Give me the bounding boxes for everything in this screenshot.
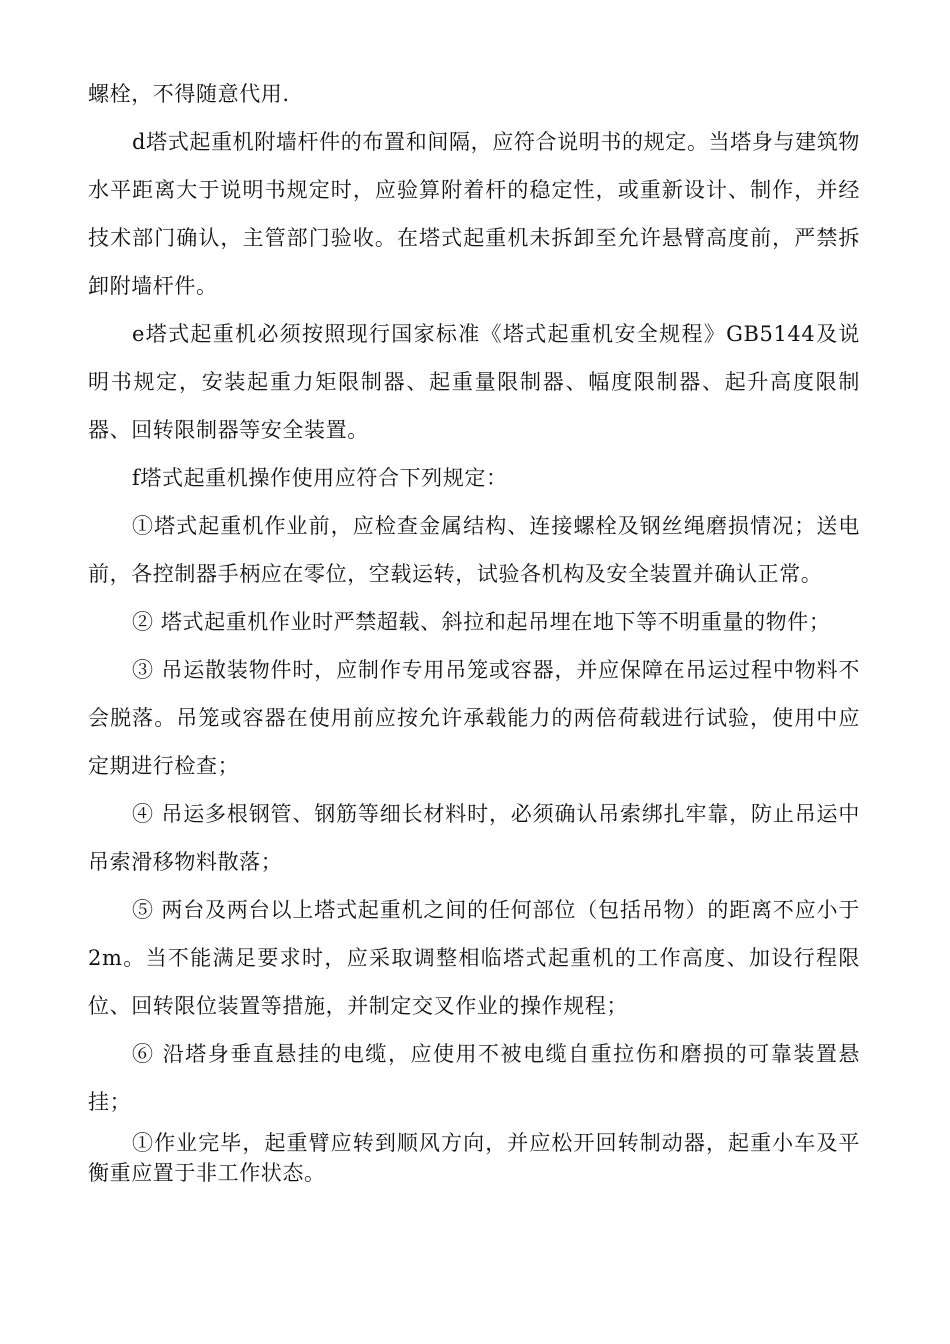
list-item-2: ② 塔式起重机作业时严禁超载、斜拉和起吊埋在地下等不明重量的物件； (132, 610, 831, 634)
paragraph-d-wall-ties: d塔式起重机附墙杆件的布置和间隔，应符合说明书的规定。当塔身与建筑物水平距离大于说明书规定时，应验算附着杆的稳定性，或重新设计、制作，并经技术部门确认，主管部门验收。在塔式起重机未拆卸至允许悬臂高度前，严禁拆卸附墙杆件。 (88, 130, 860, 298)
list-item-1: ①塔式起重机作业前，应检查金属结构、连接螺栓及钢丝绳磨损情况；送电前，各控制器手柄应在零位，空载运转，试验各机构及安全装置并确认正常。 (88, 514, 860, 586)
list-item-3: ③ 吊运散装物件时，应制作专用吊笼或容器，并应保障在吊运过程中物料不会脱落。吊笼或容器在使用前应按允许承载能力的两倍荷载进行试验，使用中应定期进行检查； (88, 658, 860, 778)
paragraph-e-safety-devices: e塔式起重机必须按照现行国家标准《塔式起重机安全规程》GB5144及说明书规定，安装起重力矩限制器、起重量限制器、幅度限制器、起升高度限制器、回转限制器等安全装置。 (88, 322, 860, 442)
list-item-7: ①作业完毕，起重臂应转到顺风方向，并应松开回转制动器，起重小车及平衡重应置于非工作状态。 (88, 1131, 860, 1185)
list-item-4: ④ 吊运多根钢管、钢筋等细长材料时，必须确认吊索绑扎牢靠，防止吊运中吊索滑移物料散落； (88, 802, 860, 874)
list-item-6: ⑥ 沿塔身垂直悬挂的电缆，应使用不被电缆自重拉伤和磨损的可靠装置悬挂； (88, 1042, 860, 1114)
document-body (88, 70, 860, 1188)
paragraph-bolt-continuation: 螺栓，不得随意代用. (88, 82, 290, 106)
list-item-5: ⑤ 两台及两台以上塔式起重机之间的任何部位（包括吊物）的距离不应小于2m。当不能满足要求时，应采取调整相临塔式起重机的工作高度、加设行程限位、回转限位装置等措施，并制定交叉作业的操作规程； (88, 898, 860, 1018)
paragraph-f-operation-rules: f塔式起重机操作使用应符合下列规定： (132, 466, 508, 490)
